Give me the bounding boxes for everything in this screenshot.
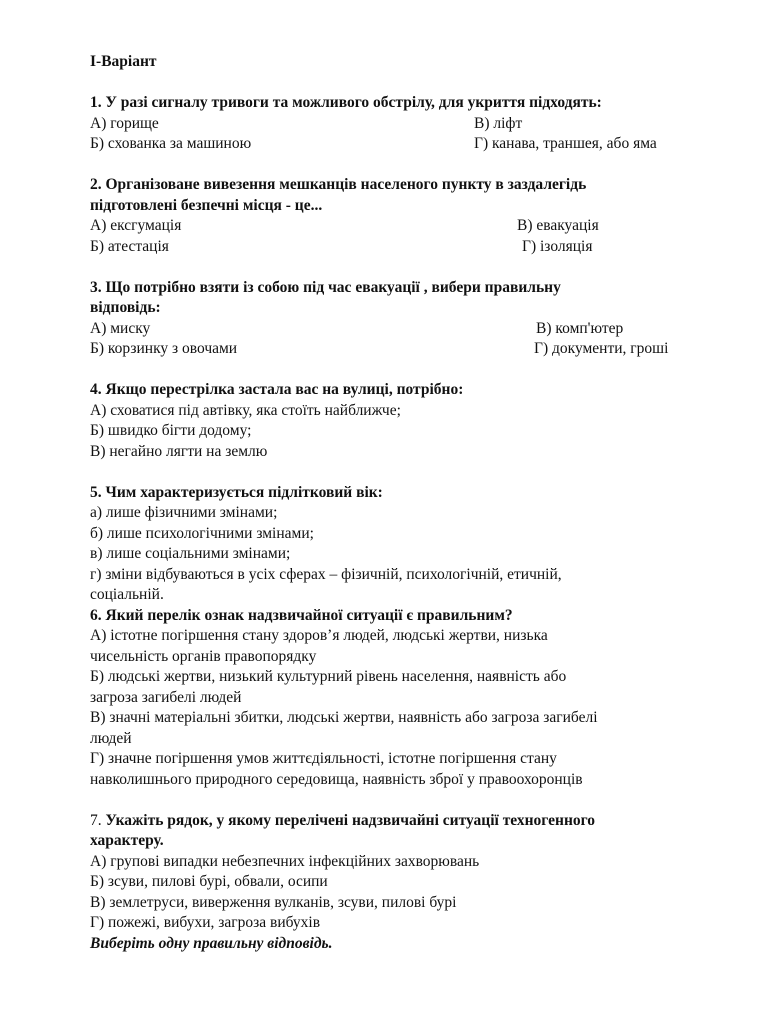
question-4-option-a: А) сховатися під автівку, яка стоїть найближче; [90, 401, 401, 419]
question-7-number: 7. [90, 811, 102, 829]
question-2-option-g: Г) ізоляція [522, 237, 593, 255]
question-2-option-a: А) ексгумація [90, 217, 182, 234]
question-6-option-v-line-1: В) значні матеріальні збитки, людські жертви, наявність або загроза загибелі [90, 709, 598, 726]
question-2-option-b: Б) атестація [90, 237, 169, 255]
question-2-options-row-1 [90, 216, 710, 237]
question-3-option-g: Г) документи, гроші [534, 340, 669, 357]
question-6-option-v-line-2: людей [90, 729, 132, 747]
question-7-line-2: характеру. [90, 832, 164, 849]
question-3-line-1: 3. Що потрібно взяти із собою під час евакуації , вибери правильну [90, 278, 561, 296]
question-1-text: У разі сигналу тривоги та можливого обстрілу, для укриття підходять: [101, 94, 602, 111]
question-1-option-g: Г) канава, траншея, або яма [474, 135, 657, 152]
question-6-option-a-line-2: чисельність органів правопорядку [90, 647, 317, 665]
question-2-line-1: 2. Організоване вивезення мешканців населеного пункту в заздалегідь [90, 176, 587, 193]
question-5-option-a: а) лише фізичними змінами; [90, 504, 278, 521]
question-4: 4. Якщо перестрілка застала вас на вулиці, потрібно: [90, 381, 464, 398]
question-6-option-g-line-1: Г) значне погіршення умов життєдіяльності, істотне погіршення стану [90, 750, 557, 767]
footer-instruction: Виберіть одну правильну відповідь. [90, 934, 333, 952]
question-6: 6. Який перелік ознак надзвичайної ситуації є правильним? [90, 606, 513, 624]
question-2-options-row-2 [90, 237, 710, 258]
question-6-option-a-line-1: А) істотне погіршення стану здоров’я людей, людські жертви, низька [90, 627, 548, 644]
worksheet [90, 52, 710, 954]
question-3-option-v: В) комп'ютер [536, 319, 624, 337]
question-3-option-b: Б) корзинку з овочами [90, 340, 238, 357]
variant-title: І-Варіант [90, 53, 157, 70]
question-1-options-row-1 [90, 114, 710, 135]
question-6-option-b-line-1: Б) людські жертви, низький культурний рівень населення, наявність або [90, 668, 567, 685]
question-1-option-a: А) горище [90, 114, 159, 132]
question-5-option-v: в) лише соціальними змінами; [90, 545, 291, 562]
question-2-line-2: підготовлені безпечні місця - це... [90, 196, 323, 214]
question-3-line-2: відповідь: [90, 299, 161, 316]
question-7-option-v: В) землетруси, виверження вулканів, зсуви, пилові бурі [90, 893, 457, 911]
question-3-options-row-2 [90, 339, 710, 360]
question-4-option-v: В) негайно лягти на землю [90, 442, 268, 460]
question-5-option-g-line-1: г) зміни відбуваються в усіх сферах – фізичній, психологічній, етичній, [90, 565, 562, 583]
question-5: 5. Чим характеризується підлітковий вік: [90, 483, 383, 501]
question-1-number: 1. [90, 94, 102, 111]
question-7-text: Укажіть рядок, у якому перелічені надзвичайні ситуації техногенного [101, 811, 596, 829]
question-6-option-b-line-2: загроза загибелі людей [90, 688, 242, 706]
question-7-option-g: Г) пожежі, вибухи, загроза вибухів [90, 914, 321, 931]
question-1-options-row-2 [90, 134, 710, 155]
question-1-option-v: В) ліфт [474, 114, 523, 132]
question-1-option-b: Б) схованка за машиною [90, 135, 252, 152]
question-7-line-1 [90, 811, 710, 832]
question-1 [90, 93, 710, 114]
question-3-options-row-1 [90, 319, 710, 340]
question-6-option-g-line-2: навколишнього природного середовища, наявність зброї у правоохоронців [90, 770, 583, 788]
question-2-option-v: В) евакуація [517, 217, 599, 234]
question-3-option-a: А) миску [90, 319, 151, 337]
question-5-option-g-line-2: соціальній. [90, 586, 164, 603]
question-4-option-b: Б) швидко бігти додому; [90, 422, 252, 439]
question-5-option-b: б) лише психологічними змінами; [90, 524, 314, 542]
question-7-option-a: А) групові випадки небезпечних інфекційних захворювань [90, 852, 480, 870]
question-7-option-b: Б) зсуви, пилові бурі, обвали, осипи [90, 873, 328, 890]
